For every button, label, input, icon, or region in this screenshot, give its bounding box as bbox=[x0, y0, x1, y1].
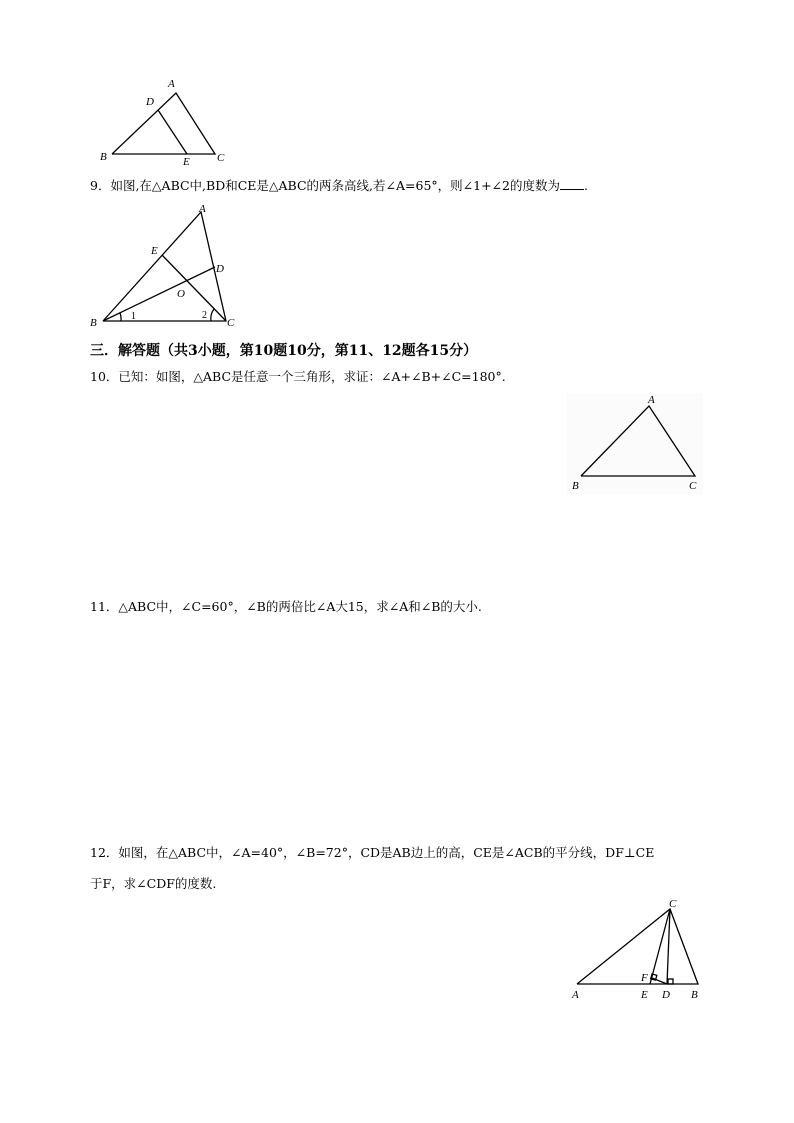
figure-q12 bbox=[568, 892, 708, 1006]
figure-triangle-top bbox=[95, 75, 235, 174]
right-angle-mark-d bbox=[668, 979, 673, 984]
label-c: C bbox=[669, 898, 677, 910]
label-d: D bbox=[146, 96, 154, 108]
answer-blank[interactable] bbox=[560, 178, 584, 190]
label-e: E bbox=[151, 245, 158, 257]
label-a: A bbox=[572, 989, 579, 1001]
section-3-title: 三．解答题（共3小题，第10题10分，第11、12题各15分） bbox=[90, 343, 478, 359]
right-angle-mark-f bbox=[651, 974, 657, 980]
figure-q10 bbox=[567, 394, 707, 498]
triangle-abc bbox=[103, 212, 226, 321]
label-a: A bbox=[648, 394, 655, 406]
question-12-line-2: 于F，求∠CDF的度数. bbox=[90, 876, 217, 891]
triangle-abc bbox=[581, 406, 695, 476]
triangle-abc bbox=[577, 909, 698, 984]
question-12-line-1: 12．如图，在△ABC中，∠A=40°，∠B=72°，CD是AB边上的高，CE是∠ACB的平分线，DF⊥CE bbox=[90, 845, 655, 860]
question-9 bbox=[90, 178, 588, 193]
question-9-text: 9．如图,在△ABC中,BD和CE是△ABC的两条高线,若∠A=65°，则∠1+∠2的度数为 bbox=[90, 178, 560, 193]
figure-q9 bbox=[85, 198, 255, 332]
label-b: B bbox=[100, 151, 107, 163]
angle-2-arc bbox=[211, 309, 214, 321]
label-angle-2: 2 bbox=[202, 310, 207, 321]
label-f: F bbox=[641, 972, 648, 984]
question-9-end: . bbox=[583, 178, 588, 193]
altitude-bd bbox=[103, 267, 215, 321]
segment-de bbox=[158, 110, 187, 154]
angle-1-arc bbox=[120, 313, 121, 321]
label-c: C bbox=[689, 480, 697, 492]
label-a: A bbox=[168, 78, 175, 90]
segment-df bbox=[652, 978, 667, 984]
label-d: D bbox=[662, 989, 670, 1001]
question-10: 10．已知：如图，△ABC是任意一个三角形，求证：∠A+∠B+∠C=180°. bbox=[90, 369, 506, 384]
label-o: O bbox=[177, 288, 185, 300]
label-c: C bbox=[217, 152, 225, 164]
label-a: A bbox=[199, 203, 206, 215]
label-e: E bbox=[641, 989, 648, 1001]
label-c: C bbox=[227, 317, 235, 329]
label-e: E bbox=[183, 156, 190, 168]
label-b: B bbox=[572, 480, 579, 492]
label-b: B bbox=[691, 989, 698, 1001]
label-angle-1: 1 bbox=[131, 311, 136, 322]
question-11: 11．△ABC中，∠C=60°，∠B的两倍比∠A大15，求∠A和∠B的大小. bbox=[90, 599, 482, 614]
triangle-abc bbox=[112, 93, 215, 154]
label-b: B bbox=[90, 317, 97, 329]
label-d: D bbox=[216, 263, 224, 275]
